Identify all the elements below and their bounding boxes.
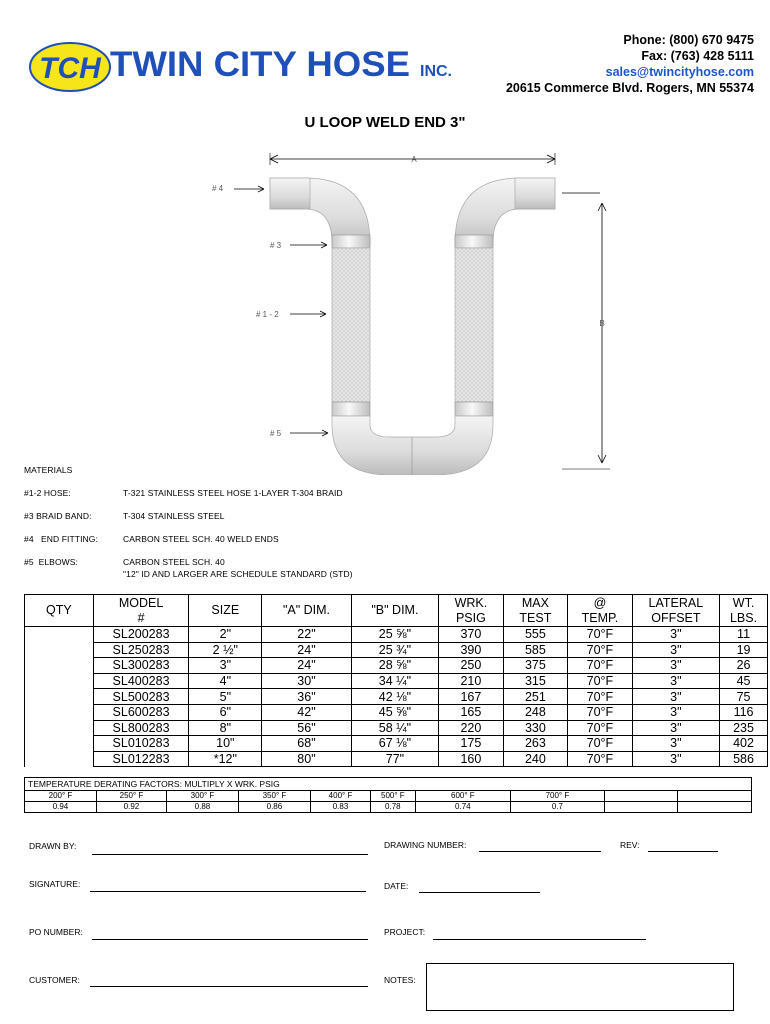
header-temp: @ TEMP. [568,595,633,627]
callout-1-2: # 1 - 2 [256,310,279,319]
derating-factor: 0.7 [511,802,605,813]
derating-temp: 350° F [238,791,310,802]
derating-temp [678,791,752,802]
cell-temp: 70°F [568,642,633,658]
cell-qty[interactable] [25,627,94,643]
derating-temp: 600° F [415,791,511,802]
cell-weight: 11 [720,627,768,643]
spec-table [24,594,768,767]
cell-max-test: 248 [503,704,568,720]
cell-weight: 235 [720,720,768,736]
cell-lateral-offset: 3" [632,720,719,736]
header-model: MODEL # [93,595,189,627]
table-row [25,689,768,705]
derating-factor: 0.74 [415,802,511,813]
table-row [25,704,768,720]
cell-lateral-offset: 3" [632,751,719,767]
material-value: CARBON STEEL SCH. 40 WELD ENDS [123,534,279,544]
cell-b-dim: 28 ⅝" [351,658,438,674]
bottom-elbow [332,416,493,475]
document-title: U LOOP WELD END 3" [304,114,466,131]
derating-temp: 300° F [166,791,238,802]
cell-wrk-psig: 165 [439,704,504,720]
cell-b-dim: 42 ⅛" [351,689,438,705]
table-row [25,751,768,767]
cell-qty[interactable] [25,720,94,736]
dimension-b [562,193,610,469]
hose-left [332,248,370,402]
cell-size: 5" [189,689,262,705]
callout-5: # 5 [270,429,282,438]
cell-max-test: 315 [503,673,568,689]
material-key: #3 BRAID BAND: [24,511,92,521]
cell-b-dim: 77" [351,751,438,767]
cell-temp: 70°F [568,720,633,736]
cell-size: 4" [189,673,262,689]
cell-max-test: 251 [503,689,568,705]
drawing-number-label: DRAWING NUMBER: [384,840,467,850]
end-fitting-left [270,178,310,209]
dimension-a [270,153,555,165]
derating-temp: 500° F [371,791,415,802]
materials-heading: MATERIALS [24,465,73,475]
cell-size: 2 ½" [189,642,262,658]
cell-size: 6" [189,704,262,720]
email-link[interactable]: sales@twincityhose.com [605,65,754,79]
cell-lateral-offset: 3" [632,627,719,643]
material-key: #1-2 HOSE: [24,488,71,498]
cell-size: 3" [189,658,262,674]
svg-text:A: A [411,155,417,164]
signature-field[interactable] [90,891,366,892]
date-field[interactable] [419,892,540,893]
derating-factor: 0.94 [25,802,97,813]
rev-label: REV: [620,840,640,850]
cell-weight: 75 [720,689,768,705]
derating-temp: 400° F [310,791,370,802]
drawn-by-field[interactable] [92,854,368,855]
cell-wrk-psig: 250 [439,658,504,674]
header-weight: WT. LBS. [720,595,768,627]
derating-factor [604,802,678,813]
notes-field[interactable] [426,963,734,1011]
cell-max-test: 585 [503,642,568,658]
cell-a-dim: 24" [262,642,351,658]
cell-b-dim: 34 ¼" [351,673,438,689]
company-logo [28,34,468,94]
cell-weight: 45 [720,673,768,689]
cell-b-dim: 67 ⅛" [351,736,438,752]
cell-max-test: 263 [503,736,568,752]
derating-temp: 250° F [96,791,166,802]
customer-field[interactable] [90,986,368,987]
callout-4: # 4 [212,184,224,193]
cell-max-test: 240 [503,751,568,767]
cell-temp: 70°F [568,658,633,674]
derating-temp: 200° F [25,791,97,802]
address-text: 20615 Commerce Blvd. Rogers, MN 55374 [505,81,754,95]
cell-model: SL300283 [93,658,189,674]
cell-size: 8" [189,720,262,736]
cell-a-dim: 56" [262,720,351,736]
cell-b-dim: 25 ⅝" [351,627,438,643]
u-loop-drawing [190,145,630,475]
table-row [25,720,768,736]
header-b-dim: "B" DIM. [351,595,438,627]
cell-model: SL400283 [93,673,189,689]
header-max-test: MAX TEST [503,595,568,627]
hose-right [455,248,493,402]
date-label: DATE: [384,881,409,891]
cell-qty[interactable] [25,736,94,752]
cell-weight: 26 [720,658,768,674]
cell-a-dim: 80" [262,751,351,767]
cell-max-test: 330 [503,720,568,736]
cell-size: *12" [189,751,262,767]
svg-text:INC.: INC. [420,63,452,80]
braid-band-left-bottom [332,402,370,416]
cell-qty[interactable] [25,689,94,705]
cell-qty[interactable] [25,704,94,720]
table-row [25,673,768,689]
derating-temp [604,791,678,802]
cell-model: SL010283 [93,736,189,752]
drawn-by-label: DRAWN BY: [29,841,77,851]
derating-factor [678,802,752,813]
drawing-number-field[interactable] [479,851,601,852]
header-lateral-offset: LATERAL OFFSET [632,595,719,627]
cell-weight: 586 [720,751,768,767]
svg-text:B: B [599,319,605,328]
derating-temp: 700° F [511,791,605,802]
contact-block [506,32,754,96]
cell-a-dim: 30" [262,673,351,689]
cell-max-test: 375 [503,658,568,674]
cell-wrk-psig: 167 [439,689,504,705]
cell-qty[interactable] [25,673,94,689]
table-row [25,642,768,658]
cell-b-dim: 58 ¼" [351,720,438,736]
svg-text:TWIN CITY HOSE: TWIN CITY HOSE [110,45,411,84]
cell-model: SL250283 [93,642,189,658]
callout-3: # 3 [270,241,282,250]
cell-qty[interactable] [25,751,94,767]
cell-wrk-psig: 175 [439,736,504,752]
cell-qty[interactable] [25,658,94,674]
material-value: T-321 STAINLESS STEEL HOSE 1-LAYER T-304 BRAID [123,488,343,498]
cell-b-dim: 25 ¾" [351,642,438,658]
po-number-field[interactable] [92,939,368,940]
rev-field[interactable] [648,851,718,852]
derating-table [24,777,752,813]
right-leg [455,178,555,416]
cell-wrk-psig: 210 [439,673,504,689]
material-key: #5 ELBOWS: [24,557,79,567]
cell-a-dim: 68" [262,736,351,752]
cell-temp: 70°F [568,627,633,643]
derating-factor: 0.83 [310,802,370,813]
braid-band-right-top [455,235,493,248]
left-leg [270,178,370,416]
cell-weight: 19 [720,642,768,658]
cell-temp: 70°F [568,673,633,689]
braid-band-right-bottom [455,402,493,416]
cell-wrk-psig: 370 [439,627,504,643]
cell-wrk-psig: 390 [439,642,504,658]
cell-model: SL012283 [93,751,189,767]
header-size: SIZE [189,595,262,627]
cell-temp: 70°F [568,704,633,720]
material-value: CARBON STEEL SCH. 40 [123,557,225,567]
cell-qty[interactable] [25,642,94,658]
cell-lateral-offset: 3" [632,689,719,705]
derating-temps-row [25,791,752,802]
table-row [25,627,768,643]
cell-size: 2" [189,627,262,643]
derating-factors-row [25,802,752,813]
braid-band-left-top [332,235,370,248]
cell-a-dim: 22" [262,627,351,643]
derating-factor: 0.78 [371,802,415,813]
table-header-row [25,595,768,627]
derating-factor: 0.92 [96,802,166,813]
cell-temp: 70°F [568,689,633,705]
header-a-dim: "A" DIM. [262,595,351,627]
cell-lateral-offset: 3" [632,704,719,720]
cell-model: SL500283 [93,689,189,705]
derating-factor: 0.88 [166,802,238,813]
cell-lateral-offset: 3" [632,673,719,689]
derating-factor: 0.86 [238,802,310,813]
material-key: #4 END FITTING: [24,534,98,544]
material-value: T-304 STAINLESS STEEL [123,511,225,521]
cell-weight: 402 [720,736,768,752]
cell-lateral-offset: 3" [632,736,719,752]
header-wrk-psig: WRK. PSIG [439,595,504,627]
cell-wrk-psig: 220 [439,720,504,736]
cell-model: SL200283 [93,627,189,643]
po-number-label: PO NUMBER: [29,927,83,937]
project-field[interactable] [433,939,646,940]
svg-text:TCH: TCH [39,52,101,85]
phone-text: Phone: (800) 670 9475 [623,33,754,47]
cell-weight: 116 [720,704,768,720]
cell-wrk-psig: 160 [439,751,504,767]
cell-a-dim: 42" [262,704,351,720]
cell-lateral-offset: 3" [632,642,719,658]
signature-label: SIGNATURE: [29,879,81,889]
cell-temp: 70°F [568,751,633,767]
table-row [25,658,768,674]
table-row [25,736,768,752]
cell-size: 10" [189,736,262,752]
cell-b-dim: 45 ⅝" [351,704,438,720]
customer-label: CUSTOMER: [29,975,80,985]
derating-heading: TEMPERATURE DERATING FACTORS: MULTIPLY X WRK. PSIG [25,778,752,791]
header-qty: QTY [25,595,94,627]
end-fitting-right [515,178,555,209]
cell-max-test: 555 [503,627,568,643]
cell-model: SL600283 [93,704,189,720]
cell-a-dim: 24" [262,658,351,674]
cell-a-dim: 36" [262,689,351,705]
notes-label: NOTES: [384,975,416,985]
material-note: "12" ID AND LARGER ARE SCHEDULE STANDARD (STD) [123,569,353,579]
fax-text: Fax: (763) 428 5111 [641,49,754,63]
cell-lateral-offset: 3" [632,658,719,674]
project-label: PROJECT: [384,927,426,937]
cell-model: SL800283 [93,720,189,736]
cell-temp: 70°F [568,736,633,752]
